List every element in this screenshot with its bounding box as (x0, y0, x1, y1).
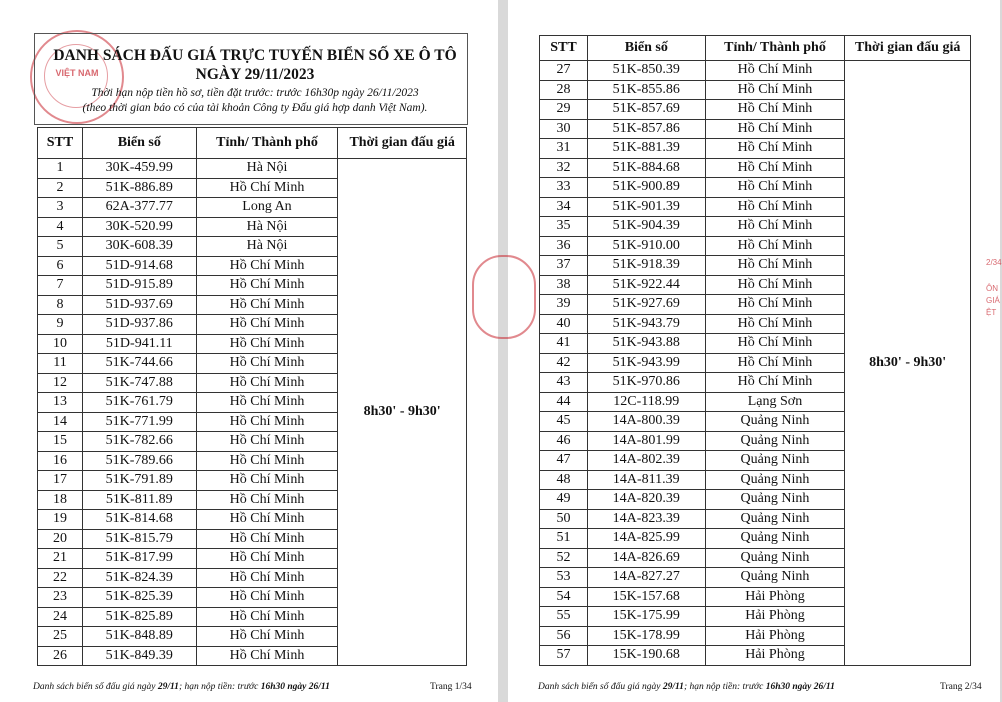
cell-province: Hồ Chí Minh (196, 451, 338, 471)
cell-stt: 45 (540, 412, 588, 432)
cell-plate: 51K-943.99 (587, 353, 705, 373)
cell-province: Hồ Chí Minh (196, 471, 338, 491)
cell-province: Hải Phòng (705, 626, 845, 646)
cell-province: Hồ Chí Minh (196, 432, 338, 452)
cell-province: Hồ Chí Minh (196, 529, 338, 549)
cell-plate: 51K-849.39 (82, 646, 196, 666)
cell-province: Hà Nội (196, 237, 338, 257)
footer-prefix: Danh sách biển số đấu giá ngày (33, 682, 158, 692)
plates-table-page-1 (37, 127, 467, 666)
cell-stt: 28 (540, 80, 588, 100)
cell-stt: 1 (38, 159, 83, 179)
cell-province: Hồ Chí Minh (705, 80, 845, 100)
cell-stt: 40 (540, 314, 588, 334)
cell-plate: 51K-825.89 (82, 607, 196, 627)
edge-text-2: ÔN (986, 284, 998, 293)
header-stt: STT (38, 128, 83, 159)
cell-stt: 47 (540, 451, 588, 471)
cell-stt: 37 (540, 256, 588, 276)
header-province: Tỉnh/ Thành phố (196, 128, 338, 159)
cell-plate: 51K-824.39 (82, 568, 196, 588)
cell-province: Quảng Ninh (705, 490, 845, 510)
header-plate: Biển số (82, 128, 196, 159)
cell-plate: 51K-850.39 (587, 61, 705, 81)
cell-province: Hồ Chí Minh (705, 275, 845, 295)
cell-plate: 14A-825.99 (587, 529, 705, 549)
cell-province: Hồ Chí Minh (196, 412, 338, 432)
cell-plate: 51K-782.66 (82, 432, 196, 452)
cell-stt: 27 (540, 61, 588, 81)
page-number: Trang 2/34 (940, 682, 982, 692)
cell-province: Quảng Ninh (705, 470, 845, 490)
cell-plate: 15K-178.99 (587, 626, 705, 646)
footer-date: 29/11 (662, 682, 684, 692)
cell-stt: 48 (540, 470, 588, 490)
cell-stt: 19 (38, 510, 83, 530)
cell-plate: 51K-747.88 (82, 373, 196, 393)
cell-plate: 51K-900.89 (587, 178, 705, 198)
cell-stt: 14 (38, 412, 83, 432)
cell-province: Hải Phòng (705, 646, 845, 666)
cell-plate: 30K-459.99 (82, 159, 196, 179)
table-header-row (38, 128, 467, 159)
page-footer (33, 682, 330, 692)
cell-province: Hồ Chí Minh (196, 256, 338, 276)
cell-plate: 14A-827.27 (587, 568, 705, 588)
cell-plate: 51K-943.79 (587, 314, 705, 334)
seal-stamp-partial (472, 255, 536, 339)
cell-plate: 51D-937.69 (82, 295, 196, 315)
page-number: Trang 1/34 (430, 682, 472, 692)
cell-plate: 51D-941.11 (82, 334, 196, 354)
cell-stt: 53 (540, 568, 588, 588)
cell-stt: 26 (38, 646, 83, 666)
cell-province: Hồ Chí Minh (196, 646, 338, 666)
cell-plate: 14A-823.39 (587, 509, 705, 529)
cell-plate: 51K-857.86 (587, 119, 705, 139)
edge-text-4: ỆT (986, 308, 997, 317)
cell-province: Hồ Chí Minh (705, 295, 845, 315)
cell-plate: 51K-910.00 (587, 236, 705, 256)
footer-deadline: 16h30 ngày 26/11 (260, 682, 330, 692)
document-title (44, 46, 466, 84)
cell-plate: 51K-811.89 (82, 490, 196, 510)
cell-stt: 12 (38, 373, 83, 393)
cell-plate: 14A-820.39 (587, 490, 705, 510)
cell-province: Quảng Ninh (705, 412, 845, 432)
cell-plate: 51K-857.69 (587, 100, 705, 120)
cell-stt: 52 (540, 548, 588, 568)
cell-province: Lạng Sơn (705, 392, 845, 412)
cell-plate: 51K-927.69 (587, 295, 705, 315)
cell-province: Hồ Chí Minh (196, 549, 338, 569)
cell-plate: 51K-761.79 (82, 393, 196, 413)
header-province: Tỉnh/ Thành phố (705, 36, 845, 61)
header-time: Thời gian đấu giá (845, 36, 971, 61)
cell-stt: 8 (38, 295, 83, 315)
cell-plate: 14A-800.39 (587, 412, 705, 432)
cell-stt: 51 (540, 529, 588, 549)
cell-stt: 50 (540, 509, 588, 529)
cell-stt: 31 (540, 139, 588, 159)
table-header-row (540, 36, 971, 61)
cell-province: Quảng Ninh (705, 451, 845, 471)
cell-plate: 14A-802.39 (587, 451, 705, 471)
seal-label: VIỆT NAM (55, 68, 99, 78)
cell-plate: 14A-826.69 (587, 548, 705, 568)
cell-stt: 29 (540, 100, 588, 120)
cell-stt: 46 (540, 431, 588, 451)
cell-province: Hải Phòng (705, 587, 845, 607)
cell-plate: 51K-884.68 (587, 158, 705, 178)
footer-middle: ; hạn nộp tiền: trước (683, 682, 766, 692)
cell-province: Hồ Chí Minh (705, 353, 845, 373)
cell-plate: 51K-744.66 (82, 354, 196, 374)
cell-stt: 38 (540, 275, 588, 295)
cell-province: Quảng Ninh (705, 431, 845, 451)
cell-stt: 33 (540, 178, 588, 198)
page-footer (538, 682, 835, 692)
cell-plate: 51K-848.89 (82, 627, 196, 647)
cell-plate: 51K-881.39 (587, 139, 705, 159)
cell-province: Hồ Chí Minh (705, 158, 845, 178)
cell-plate: 30K-520.99 (82, 217, 196, 237)
cell-plate: 51D-915.89 (82, 276, 196, 296)
cell-province: Hồ Chí Minh (705, 314, 845, 334)
cell-stt: 15 (38, 432, 83, 452)
document-page-1 (0, 0, 498, 702)
cell-plate: 51K-855.86 (587, 80, 705, 100)
cell-stt: 44 (540, 392, 588, 412)
cell-stt: 11 (38, 354, 83, 374)
cell-province: Hồ Chí Minh (196, 373, 338, 393)
cell-province: Hồ Chí Minh (196, 588, 338, 608)
footer-prefix: Danh sách biển số đấu giá ngày (538, 682, 663, 692)
cell-province: Hồ Chí Minh (196, 627, 338, 647)
cell-province: Long An (196, 198, 338, 218)
footer-date: 29/11 (157, 682, 179, 692)
cell-stt: 13 (38, 393, 83, 413)
cell-province: Hồ Chí Minh (705, 197, 845, 217)
cell-province: Hồ Chí Minh (196, 295, 338, 315)
cell-plate: 51K-771.99 (82, 412, 196, 432)
cell-province: Hồ Chí Minh (196, 315, 338, 335)
cell-plate: 51K-943.88 (587, 334, 705, 354)
cell-province: Hồ Chí Minh (705, 217, 845, 237)
cell-stt: 39 (540, 295, 588, 315)
cell-province: Hồ Chí Minh (196, 354, 338, 374)
cell-province: Quảng Ninh (705, 509, 845, 529)
cell-stt: 20 (38, 529, 83, 549)
cell-province: Hồ Chí Minh (705, 139, 845, 159)
cell-plate: 51D-937.86 (82, 315, 196, 335)
cell-plate: 51K-886.89 (82, 178, 196, 198)
title-line-1: DANH SÁCH ĐẤU GIÁ TRỰC TUYẾN BIỂN SỐ XE Ô TÔ (53, 47, 457, 64)
cell-province: Hồ Chí Minh (705, 256, 845, 276)
header-time: Thời gian đấu giá (338, 128, 467, 159)
cell-plate: 51K-922.44 (587, 275, 705, 295)
cell-auction-time: 8h30' - 9h30' (845, 61, 971, 666)
cell-stt: 2 (38, 178, 83, 198)
edge-text-1: 2/34 (986, 258, 1002, 267)
cell-province: Hà Nội (196, 159, 338, 179)
footer-middle: ; hạn nộp tiền: trước (178, 682, 261, 692)
cell-plate: 14A-811.39 (587, 470, 705, 490)
footer-deadline: 16h30 ngày 26/11 (765, 682, 835, 692)
cell-plate: 51K-918.39 (587, 256, 705, 276)
cell-plate: 51K-970.86 (587, 373, 705, 393)
cell-stt: 42 (540, 353, 588, 373)
edge-text-3: GIÁ (986, 296, 1000, 305)
cell-plate: 51D-914.68 (82, 256, 196, 276)
cell-stt: 7 (38, 276, 83, 296)
cell-plate: 51K-791.89 (82, 471, 196, 491)
cell-plate: 14A-801.99 (587, 431, 705, 451)
cell-province: Hồ Chí Minh (196, 568, 338, 588)
cell-province: Hồ Chí Minh (196, 276, 338, 296)
cell-province: Quảng Ninh (705, 548, 845, 568)
cell-province: Hồ Chí Minh (705, 178, 845, 198)
cell-stt: 22 (38, 568, 83, 588)
header-plate: Biển số (587, 36, 705, 61)
cell-province: Hồ Chí Minh (196, 510, 338, 530)
cell-plate: 12C-118.99 (587, 392, 705, 412)
cell-plate: 51K-814.68 (82, 510, 196, 530)
cell-province: Hải Phòng (705, 607, 845, 627)
cell-province: Hà Nội (196, 217, 338, 237)
cell-province: Hồ Chí Minh (705, 373, 845, 393)
cell-stt: 4 (38, 217, 83, 237)
cell-plate: 30K-608.39 (82, 237, 196, 257)
cell-stt: 25 (38, 627, 83, 647)
cell-plate: 51K-817.99 (82, 549, 196, 569)
cell-stt: 54 (540, 587, 588, 607)
cell-province: Hồ Chí Minh (705, 236, 845, 256)
cell-stt: 30 (540, 119, 588, 139)
cell-province: Hồ Chí Minh (196, 490, 338, 510)
cell-province: Hồ Chí Minh (196, 393, 338, 413)
cell-province: Hồ Chí Minh (705, 100, 845, 120)
cell-stt: 43 (540, 373, 588, 393)
plates-table-page-2 (539, 35, 971, 666)
cell-stt: 57 (540, 646, 588, 666)
cell-province: Quảng Ninh (705, 529, 845, 549)
cell-stt: 21 (38, 549, 83, 569)
table-row (38, 159, 467, 179)
title-line-2: NGÀY 29/11/2023 (195, 66, 315, 83)
cell-stt: 41 (540, 334, 588, 354)
cell-province: Quảng Ninh (705, 568, 845, 588)
cell-auction-time: 8h30' - 9h30' (338, 159, 467, 666)
deadline-note-detail: (theo thời gian báo có của tài khoản Công ty Đấu giá hợp danh Việt Nam). (82, 102, 428, 114)
header-stt: STT (540, 36, 588, 61)
cell-stt: 5 (38, 237, 83, 257)
cell-stt: 10 (38, 334, 83, 354)
cell-plate: 51K-825.39 (82, 588, 196, 608)
cell-stt: 56 (540, 626, 588, 646)
cell-province: Hồ Chí Minh (196, 607, 338, 627)
table-row (540, 61, 971, 81)
cell-plate: 51K-789.66 (82, 451, 196, 471)
cell-stt: 9 (38, 315, 83, 335)
cell-stt: 18 (38, 490, 83, 510)
cell-province: Hồ Chí Minh (196, 334, 338, 354)
deadline-note: Thời hạn nộp tiền hồ sơ, tiền đặt trước: trước 16h30p ngày 26/11/2023 (91, 87, 419, 99)
cell-stt: 35 (540, 217, 588, 237)
cell-stt: 16 (38, 451, 83, 471)
cell-plate: 51K-815.79 (82, 529, 196, 549)
cell-stt: 49 (540, 490, 588, 510)
cell-plate: 15K-157.68 (587, 587, 705, 607)
cell-stt: 32 (540, 158, 588, 178)
cell-plate: 62A-377.77 (82, 198, 196, 218)
cell-stt: 24 (38, 607, 83, 627)
cell-stt: 34 (540, 197, 588, 217)
cell-stt: 3 (38, 198, 83, 218)
cell-province: Hồ Chí Minh (196, 178, 338, 198)
cell-province: Hồ Chí Minh (705, 61, 845, 81)
cell-plate: 51K-901.39 (587, 197, 705, 217)
cell-plate: 51K-904.39 (587, 217, 705, 237)
cell-plate: 15K-175.99 (587, 607, 705, 627)
cell-stt: 23 (38, 588, 83, 608)
cell-stt: 6 (38, 256, 83, 276)
cell-stt: 36 (540, 236, 588, 256)
cell-stt: 55 (540, 607, 588, 627)
cell-plate: 15K-190.68 (587, 646, 705, 666)
cell-province: Hồ Chí Minh (705, 119, 845, 139)
cell-province: Hồ Chí Minh (705, 334, 845, 354)
cell-stt: 17 (38, 471, 83, 491)
